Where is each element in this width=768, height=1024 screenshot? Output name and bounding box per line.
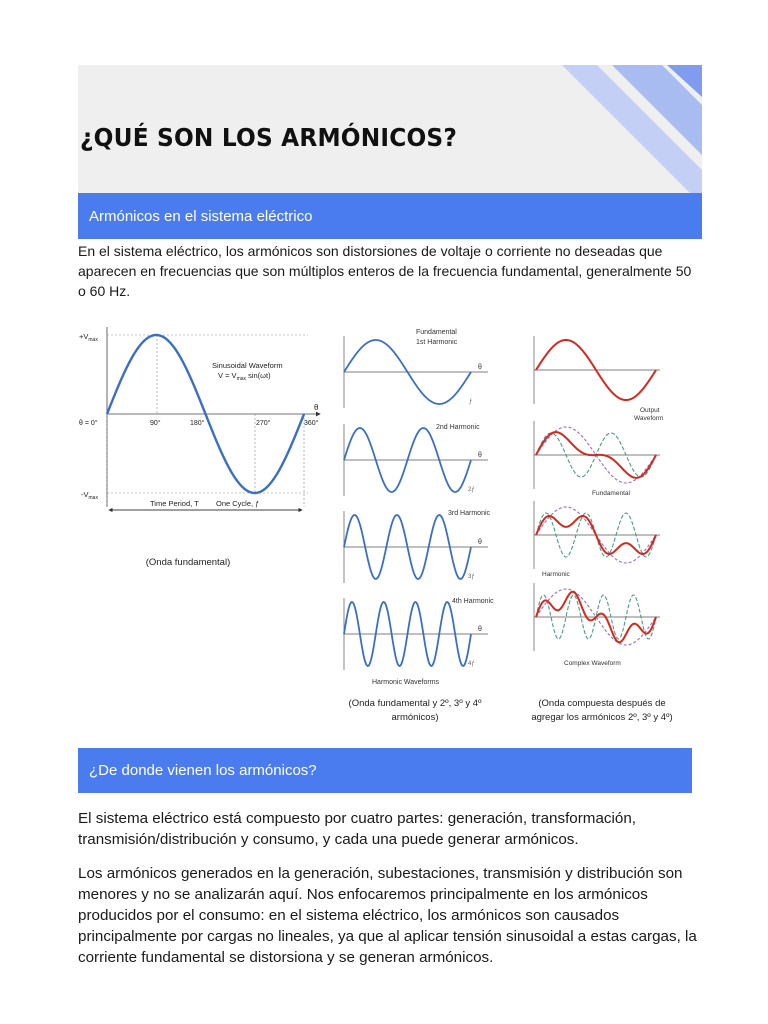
- vmin-label: $-V_{max}$: [81, 490, 98, 501]
- freq-label-1: ƒ: [469, 399, 473, 405]
- harmonic-waveforms-label: Harmonic Waveforms: [372, 679, 440, 686]
- figure2-caption-line2: armónicos): [391, 712, 439, 723]
- figure2-caption-line1: (Onda fundamental y 2º, 3º y 4º: [348, 698, 482, 709]
- section2-paragraph1: El sistema eléctrico está compuesto por cuatro partes: generación, transformación, transmisión/distribución y consumo, y cada una puede generar armónicos.: [78, 810, 636, 848]
- waveform-equation: $V = V_{max}$ sin(ωt): [218, 371, 271, 382]
- first-harmonic-label: 1st Harmonic: [416, 339, 458, 346]
- freq-label-2: 2ƒ: [468, 487, 475, 493]
- section1-paragraph: En el sistema eléctrico, los armónicos son distorsiones de voltaje o corriente no deseadas que aparecen en frecuencias que son múltiplos enteros de la frecuencia fundamental, generalmente 50 o 60 Hz.: [78, 243, 692, 299]
- vmax-label: $+V_{max}$: [79, 332, 98, 343]
- waveform-title: Sinusoidal Waveform: [212, 361, 283, 370]
- output-label: Output: [640, 407, 660, 414]
- axis-theta-1: θ: [478, 364, 482, 371]
- fourth-harmonic-label: 4th Harmonic: [452, 598, 494, 605]
- figure3-caption-line1: (Onda compuesta después de: [538, 698, 666, 709]
- axis-theta-3: θ: [478, 539, 482, 546]
- tick-180: 180°: [190, 420, 205, 427]
- tick-360: 360°: [304, 420, 319, 427]
- figure2-caption: [330, 697, 500, 725]
- one-cycle-label: One Cycle, ƒ: [216, 499, 260, 508]
- complex-waveform-figure: [530, 325, 670, 670]
- fundamental-label: Fundamental: [416, 329, 457, 336]
- axis-theta-4: θ: [478, 626, 482, 633]
- waveform-label: Waveform: [634, 415, 664, 422]
- tick-0: θ = 0°: [79, 420, 98, 427]
- tick-270: 270°: [256, 420, 271, 427]
- complex-waveform-label: Complex Waveform: [564, 660, 621, 667]
- harmonic-waveforms-figure: [340, 325, 500, 690]
- tick-90: 90°: [150, 420, 161, 427]
- figure1-caption: (Onda fundamental): [145, 557, 231, 568]
- page-header: [78, 65, 702, 193]
- section-heading-harmonics-electric-system: Armónicos en el sistema eléctrico: [78, 193, 702, 239]
- header-decoration: [542, 65, 702, 193]
- sinusoidal-waveform-figure: [78, 322, 330, 517]
- axis-theta-2: θ: [478, 452, 482, 459]
- section-heading-harmonics-origin: ¿De donde vienen los armónicos?: [78, 748, 692, 793]
- freq-label-3: 3ƒ: [468, 574, 475, 580]
- time-period-label: Time Period, T: [150, 499, 199, 508]
- fundamental-legend-label: Fundamental: [592, 490, 630, 497]
- harmonic-legend-label: Harmonic: [542, 571, 570, 578]
- third-harmonic-label: 3rd Harmonic: [448, 510, 491, 517]
- figure3-caption: [522, 697, 682, 725]
- freq-label-4: 4ƒ: [468, 661, 475, 667]
- section2-paragraph2: Los armónicos generados en la generación, subestaciones, transmisión y distribución son menores y no se analizarán aquí. Nos enfocaremos principalmente en los armónicos producidos por el consumo: en el sistema eléctrico, los armónicos son causados principalmente por cargas no lineales, ya que al aplicar tensión sinusoidal a estas cargas, la corriente fundamental se distorsiona y se generan armónicos.: [78, 865, 697, 966]
- second-harmonic-label: 2nd Harmonic: [436, 424, 480, 431]
- figure3-caption-line2: agregar los armónicos 2º, 3º y 4º): [531, 712, 673, 723]
- page-title: ¿QUÉ SON LOS ARMÓNICOS?: [80, 123, 458, 152]
- theta-axis-label: θ: [314, 403, 319, 412]
